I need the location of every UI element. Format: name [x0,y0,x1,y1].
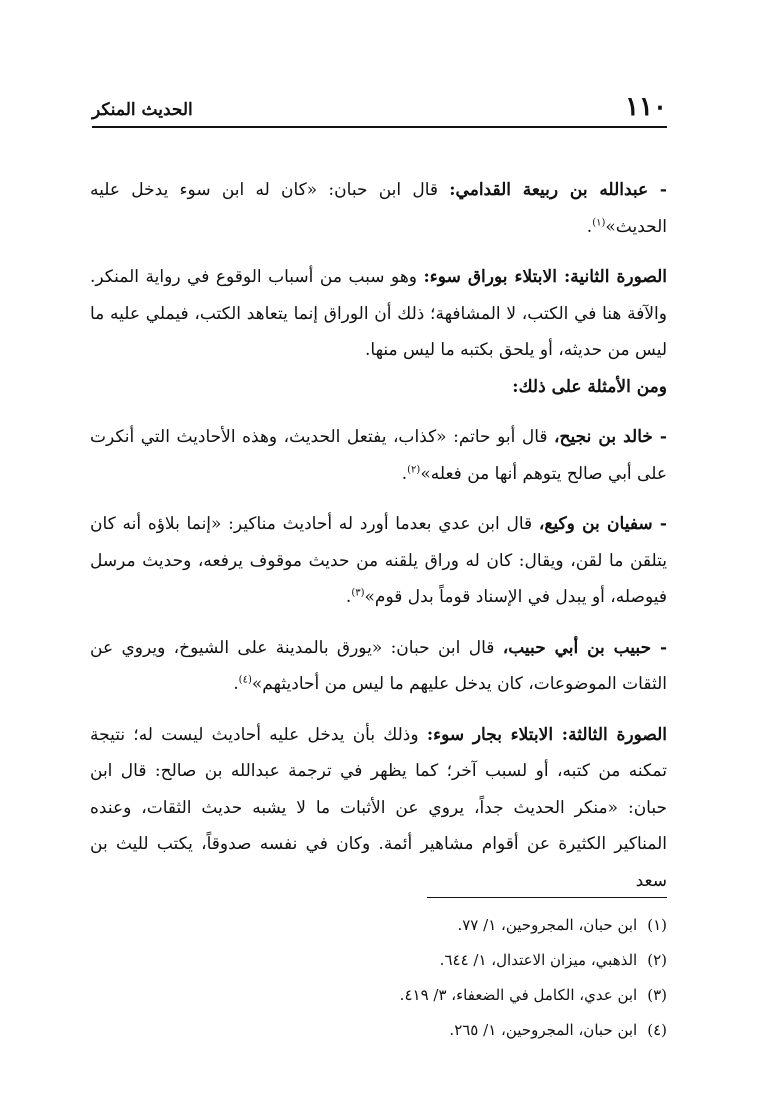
main-text [90,172,667,899]
footnote-number: (١) [647,916,667,934]
footnote-number: (٣) [647,986,667,1004]
page-header [92,92,667,128]
footnote-text: الذهبي، ميزان الاعتدال، ١/ ٦٤٤. [439,951,638,969]
examples-heading: ومن الأمثلة على ذلك: [512,376,667,397]
footnote-number: (٤) [647,1021,667,1039]
paragraph-second-form [90,259,667,369]
paragraph-end: . [345,587,352,607]
footnote-text: ابن عدي، الكامل في الضعفاء، ٣/ ٤١٩. [399,986,638,1004]
paragraph-sufyan-ibn-waki [90,506,667,616]
paragraph-end: . [586,216,593,237]
paragraph-text: وهو سبب من أسباب الوقوع في رواية المنكر. والآفة هنا في الكتب، لا المشافهة؛ ذلك أن الوراق إنما يتعاهد الكتب، فيملي عليه ما ليس من حديثه، أو يلحق بكتبه ما ليس منها. [90,267,667,360]
footnote-text: ابن حبان، المجروحين، ١/ ٧٧. [457,916,638,934]
paragraph-text: وذلك بأن يدخل عليه أحاديث ليست له؛ نتيجة تمكنه من كتبه، أو لسبب آخر؛ كما يظهر في ترجمة عبدالله بن صالح: قال ابن حبان: «منكر الحديث جداً، يروي عن الأثبات ما لا يشبه حديث الثقات، وعنده المناكير الكثيرة عن أقوام مشاهير أئمة. وكان في نفسه صدوقاً، يكتب لليث بن سعد [90,724,667,891]
paragraph-end: . [401,463,408,484]
section-heading: الصورة الثانية: الابتلاء بوراق سوء: [423,267,668,287]
paragraph-end: . [233,674,239,694]
narrator-name: - حبيب بن أبي حبيب، [502,637,668,658]
section-heading: الصورة الثالثة: الابتلاء بجار سوء: [426,724,667,745]
running-title: الحديث المنكر [92,100,193,120]
paragraph-text: قال ابن عدي بعدما أورد له أحاديث مناكير: «إنما بلاؤه أنه كان يتلقن ما لقن، ويقال: كان له وراق يلقنه من حديث موقوف يرفعه، وحديث مرسل فيوصله، أو يبدل في الإسناد قوماً بدل قوم» [90,514,667,607]
footnote-number: (٢) [647,951,667,969]
footnote-ref: (٢) [407,463,421,475]
paragraph-habib-ibn-abi-habib [90,630,667,703]
paragraph-khalid-ibn-najih [90,419,667,492]
footnote-text: ابن حبان، المجروحين، ١/ ٢٦٥. [449,1021,638,1039]
footnote-3 [92,978,667,1013]
footnote-2 [92,943,667,978]
narrator-name: - خالد بن نجيح، [554,427,667,447]
footnote-1 [92,908,667,943]
narrator-name: - سفيان بن وكيع، [538,514,667,534]
footnotes [92,908,667,1048]
footnote-ref: (٣) [351,587,365,599]
paragraph-third-form [90,717,667,900]
paragraph-examples-heading [90,369,667,406]
footnote-ref: (٤) [238,674,252,686]
paragraph-text: قال ابن حبان: «يورق بالمدينة على الشيوخ، ويروي عن الثقات الموضوعات، كان يدخل عليهم ما ليس من أحاديثهم» [90,637,667,694]
paragraph-text: قال أبو حاتم: «كذاب، يفتعل الحديث، وهذه الأحاديث التي أنكرت على أبي صالح يتوهم أنها من فعله» [90,427,667,484]
footnote-separator [427,897,667,898]
footnote-ref: (١) [592,216,606,228]
footnote-4 [92,1013,667,1048]
paragraph-text: قال ابن حبان: «كان له ابن سوء يدخل عليه الحديث» [90,180,667,237]
narrator-name: - عبدالله بن ربيعة القدامي: [449,180,667,200]
paragraph-abdullah-ibn-rabia [90,172,667,245]
page-number: ١١٠ [625,92,667,122]
